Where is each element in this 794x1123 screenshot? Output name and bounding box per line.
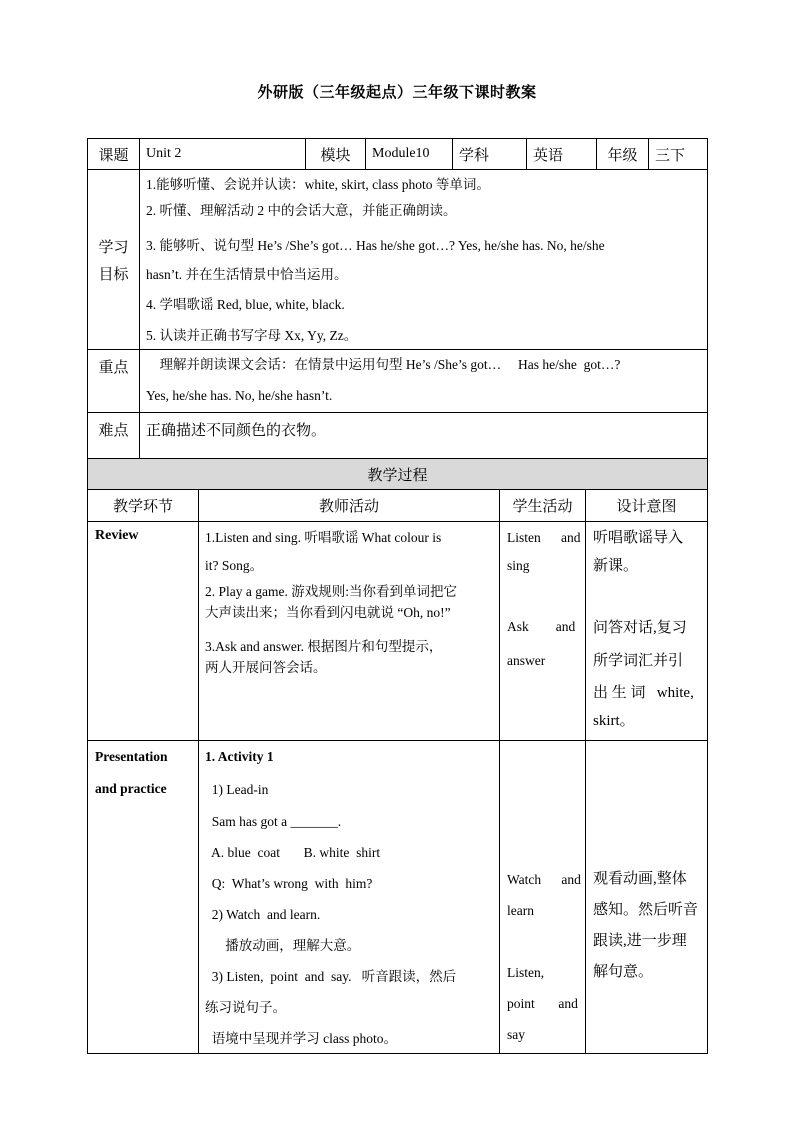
goals-label: 学习 目标 [88, 170, 140, 350]
lesson-value: Unit 2 [140, 139, 306, 170]
goal-item: 1.能够听懂、会说并认读：white, skirt, class photo 等单词。 [146, 177, 490, 192]
student-line: say [507, 1027, 525, 1042]
key-label: 重点 [88, 350, 140, 413]
grade-value: 三下 [649, 139, 708, 170]
key-line: Yes, he/she has. No, he/she hasn’t. [146, 388, 333, 403]
header-teacher: 教师活动 [199, 490, 500, 522]
key-content [140, 350, 708, 413]
teacher-line: 两人开展问答会话。 [205, 660, 327, 675]
review-teacher [199, 522, 500, 741]
student-line: answer [507, 653, 546, 668]
student-line: learn [507, 903, 534, 918]
teacher-line: A. blue coat B. white shirt [205, 845, 381, 860]
process-section-title: 教学过程 [88, 459, 708, 490]
intent-line: skirt。 [593, 713, 635, 729]
goals-content [140, 170, 708, 350]
teacher-line: 1. Activity 1 [205, 749, 274, 764]
student-line: Listen, [507, 965, 545, 980]
page-title: 外研版（三年级起点）三年级下课时教案 [257, 85, 537, 101]
review-stage: Review [88, 522, 199, 741]
goal-item: 3. 能够听、说句型 He’s /She’s got… Has he/she got…? Yes, he/she has. No, he/she [146, 238, 605, 253]
intent-line: 所学词汇并引 [593, 653, 684, 669]
review-student [500, 522, 586, 741]
intent-line: 观看动画,整体 [593, 871, 687, 887]
subject-label: 学科 [453, 139, 527, 170]
goal-item: 4. 学唱歌谣 Red, blue, white, black. [146, 297, 345, 312]
teacher-line: 大声读出来；当你看到闪电就说 “Oh, no!” [205, 605, 451, 620]
lesson-label: 课题 [88, 139, 140, 170]
goal-item: hasn’t. 并在生活情景中恰当运用。 [146, 267, 348, 282]
intent-line: 听唱歌谣导入 [593, 530, 684, 546]
presentation-teacher [199, 741, 500, 1054]
student-line: point and [507, 996, 578, 1011]
teacher-line: 1) Lead-in [205, 782, 269, 797]
header-intent: 设计意图 [586, 490, 708, 522]
grade-label: 年级 [597, 139, 649, 170]
student-line: Listen and [507, 530, 581, 545]
presentation-student [500, 741, 586, 1054]
teacher-line: 语境中呈现并学习 class photo。 [205, 1031, 397, 1046]
intent-line: 感知。然后听音 [593, 902, 699, 918]
goal-item: 5. 认读并正确书写字母 Xx, Yy, Zz。 [146, 328, 358, 343]
teacher-line: Sam has got a _______. [205, 814, 342, 829]
student-line: sing [507, 558, 530, 573]
subject-value: 英语 [527, 139, 597, 170]
teacher-line: 2) Watch and learn. [205, 907, 321, 922]
intent-line: 出 生 词 white, [593, 685, 694, 701]
teacher-line: 练习说句子。 [205, 1000, 286, 1015]
intent-line: 解句意。 [593, 964, 654, 980]
student-line: Watch and [507, 872, 581, 887]
presentation-intent [586, 741, 708, 1054]
intent-line: 问答对话,复习 [593, 620, 687, 636]
intent-line: 跟读,进一步理 [593, 933, 687, 949]
teacher-line: 2. Play a game. 游戏规则:当你看到单词把它 [205, 584, 457, 599]
goal-item: 2. 听懂、理解活动 2 中的会话大意，并能正确朗读。 [146, 203, 457, 218]
header-stage: 教学环节 [88, 490, 199, 522]
teacher-line: 3.Ask and answer. 根据图片和句型提示， [205, 639, 443, 654]
header-student: 学生活动 [500, 490, 586, 522]
teaching-process-table [87, 458, 708, 1054]
module-value: Module10 [366, 139, 453, 170]
module-label: 模块 [306, 139, 366, 170]
key-line: 理解并朗读课文会话：在情景中运用句型 He’s /She’s got… Has he/she got…? [146, 357, 621, 372]
teacher-line: Q: What’s wrong with him? [205, 876, 373, 891]
teacher-line: 3) Listen, point and say. 听音跟读，然后 [205, 969, 457, 984]
review-intent [586, 522, 708, 741]
difficulty-content: 正确描述不同颜色的衣物。 [140, 413, 708, 461]
teacher-line: 播放动画，理解大意。 [205, 938, 361, 953]
teacher-line: it? Song。 [205, 558, 264, 573]
intent-line: 新课。 [593, 558, 639, 574]
difficulty-label: 难点 [88, 413, 140, 461]
teacher-line: 1.Listen and sing. 听唱歌谣 What colour is [205, 530, 442, 545]
student-line: Ask and [507, 619, 576, 634]
presentation-stage: Presentation and practice [88, 741, 199, 1054]
lesson-info-table [87, 138, 708, 461]
